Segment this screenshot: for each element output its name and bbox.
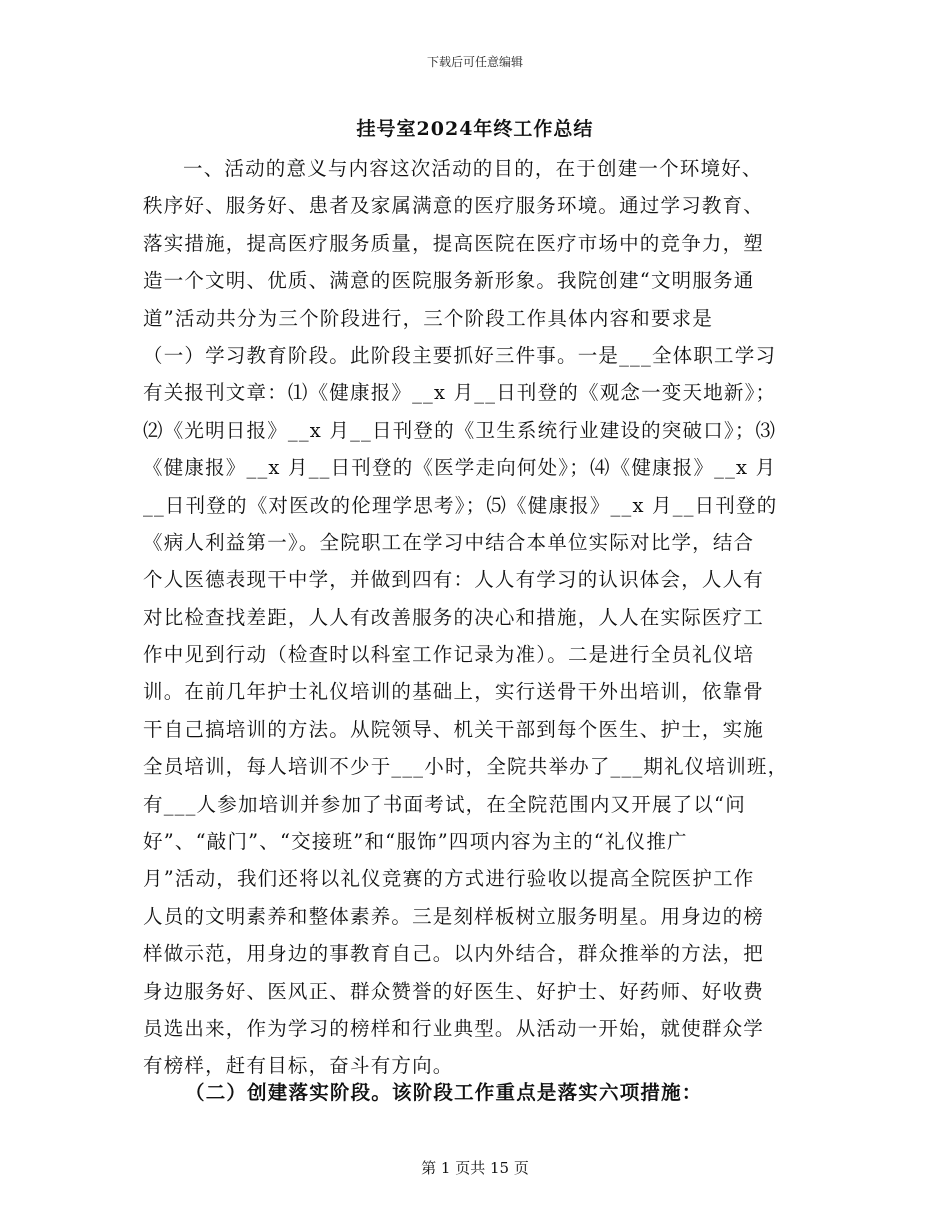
paragraph-line: 有关报刊文章：⑴《健康报》__x 月__日刊登的《观念一变天地新》； <box>143 381 777 405</box>
paragraph-line: 样做示范，用身边的事教育自己。以内外结合，群众推举的方法，把 <box>143 942 765 966</box>
paragraph-line: 身边服务好、医风正、群众赞誉的好医生、好护士、好药师、好收费 <box>143 979 765 1003</box>
paragraph-line: 一、活动的意义与内容这次活动的目的，在于创建一个环境好、 <box>183 157 763 180</box>
section-heading: （二）创建落实阶段。该阶段工作重点是落实六项措施： <box>185 1081 703 1104</box>
paragraph-line: 训。在前几年护士礼仪培训的基础上，实行送骨干外出培训，依靠骨 <box>143 680 765 704</box>
paragraph-line: 个人医德表现干中学，并做到四有：人人有学习的认识体会，人人有 <box>143 568 765 592</box>
document-title: 挂号室2024年终工作总结 <box>356 118 594 140</box>
paragraph-line: 《病人利益第一》。全院职工在学习中结合本单位实际对比学，结合 <box>143 530 755 554</box>
paragraph-line: 全员培训，每人培训不少于___小时，全院共举办了___期礼仪培训班， <box>143 755 789 779</box>
paragraph-line: __日刊登的《对医改的伦理学思考》；⑸《健康报》__x 月__日刊登的 <box>143 493 778 517</box>
paragraph-line: ⑵《光明日报》__x 月__日刊登的《卫生系统行业建设的突破口》；⑶ <box>143 418 777 442</box>
paragraph-line: 员选出来，作为学习的榜样和行业典型。从活动一开始，就使群众学 <box>143 1016 765 1040</box>
paragraph-line: 有___人参加培训并参加了书面考试，在全院范围内又开展了以“问 <box>143 792 746 816</box>
paragraph-line: 落实措施，提高医疗服务质量，提高医院在医疗市场中的竞争力，塑 <box>143 231 765 255</box>
paragraph-line: 作中见到行动（检查时以科室工作记录为准）。二是进行全员礼仪培 <box>143 643 755 667</box>
paragraph-line: 好”、“敲门”、“交接班”和“服饰”四项内容为主的“礼仪推广 <box>143 830 688 854</box>
paragraph-line: 道”活动共分为三个阶段进行，三个阶段工作具体内容和要求是 <box>143 306 714 330</box>
paragraph-line: 干自己搞培训的方法。从院领导、机关干部到每个医生、护士，实施 <box>143 717 765 741</box>
paragraph-line: （一）学习教育阶段。此阶段主要抓好三件事。一是___全体职工学习 <box>143 343 777 367</box>
document-body <box>143 150 811 1085</box>
paragraph-line: 造一个文明、优质、满意的医院服务新形象。我院创建“文明服务通 <box>143 269 755 293</box>
paragraph-line: 有榜样，赶有目标，奋斗有方向。 <box>143 1054 454 1078</box>
paragraph-line: 秩序好、服务好、患者及家属满意的医疗服务环境。通过学习教育、 <box>143 194 765 218</box>
paragraph-line: 月”活动，我们还将以礼仪竞赛的方式进行验收以提高全院医护工作 <box>143 867 755 891</box>
paragraph-line: 人员的文明素养和整体素养。三是刻样板树立服务明星。用身边的榜 <box>143 904 765 928</box>
paragraph-line: 《健康报》__x 月__日刊登的《医学走向何处》；⑷《健康报》__x 月 <box>143 456 777 480</box>
paragraph-line: 对比检查找差距，人人有改善服务的决心和措施，人人在实际医疗工 <box>143 605 765 629</box>
page-number-footer: 第 1 页共 15 页 <box>421 1159 529 1177</box>
page-header-note: 下载后可任意编辑 <box>426 55 523 69</box>
